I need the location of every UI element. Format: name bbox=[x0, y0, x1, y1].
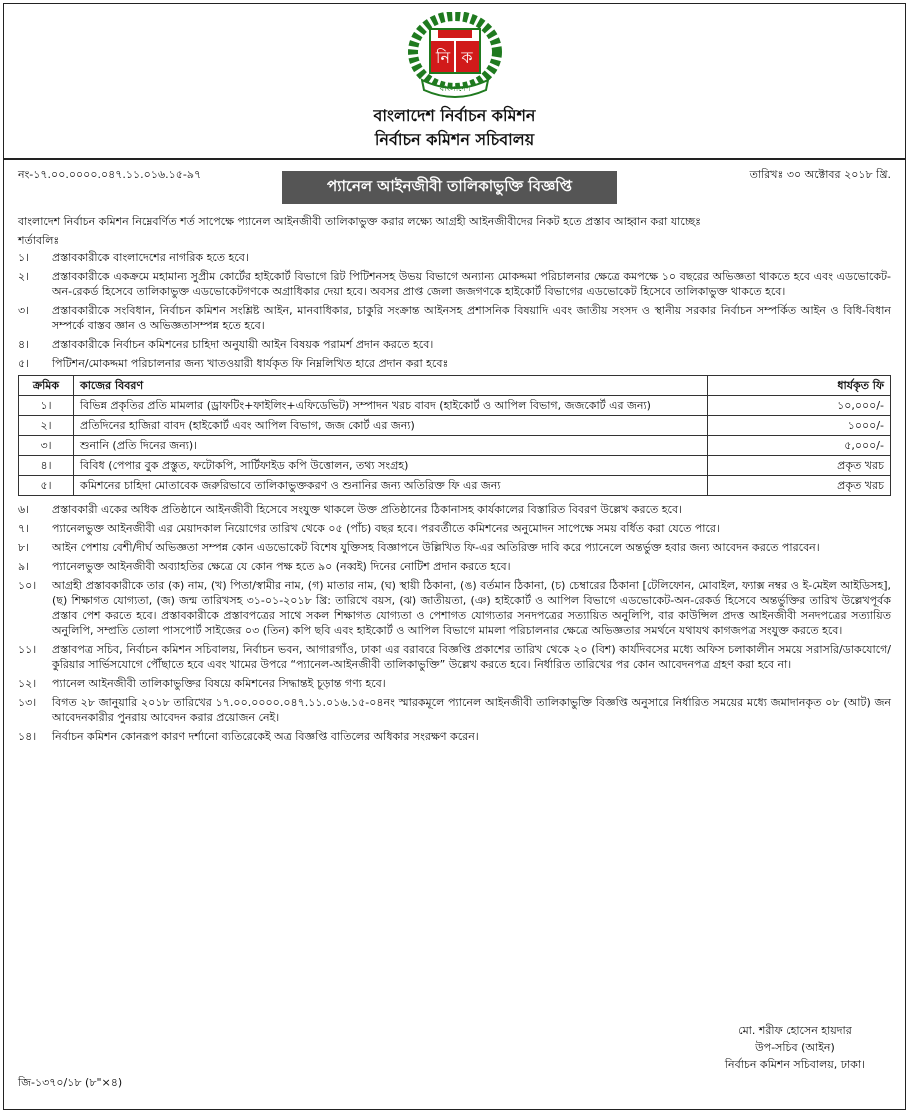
col-description: কাজের বিবরণ bbox=[74, 376, 708, 396]
condition-text: প্রস্তাবকারীকে একক্রমে মহামান্য সুপ্রীম কোর্টের হাইকোর্ট বিভাগে রিট পিটিশনসহ উভয় বিভাগে অন্যান্য মোকদ্দমা পরিচালনার ক্ষেত্রে কমপক্ষে ১০ বছরের অভিজ্ঞতা থাকতে হবে এবং এডভোকেট-অন-রেকর্ড হিসেবে তালিকাভুক্ত এডভোকেটগণকে অগ্রাধিকার দেয়া হবে। অবসর প্রাপ্ত জেলা জজগণকে হাইকোর্ট বিভাগের এডভোকেট হিসেবে তালিকাভুক্ত থাকতে হবে। bbox=[52, 270, 891, 298]
condition-text: পিটিশন/মোকদ্দমা পরিচালনার জন্য খাতওয়ারী ধার্যকৃত ফি নিম্নলিখিত হারে প্রদান করা হবেঃ bbox=[52, 357, 449, 370]
condition-text: আইন পেশায় বেশী/দীর্ঘ অভিজ্ঞতা সম্পন্ন কোন এডভোকেট বিশেষ যুক্তিসহ বিজ্ঞাপনে উল্লিখিত ফি-এর অতিরিক্ত দাবি করে প্যানেলে অন্তর্ভুক্ত হবার জন্য আবেদন করতে পারবেন। bbox=[52, 541, 820, 554]
condition-item bbox=[18, 521, 891, 536]
org-name: বাংলাদেশ নির্বাচন কমিশন bbox=[373, 106, 536, 125]
condition-item bbox=[18, 540, 891, 555]
condition-item bbox=[18, 676, 891, 691]
col-serial: ক্রমিক bbox=[19, 376, 74, 396]
fee-description: শুনানি (প্রতি দিনের জন্য)। bbox=[74, 436, 708, 456]
condition-item bbox=[18, 642, 891, 672]
fee-amount: ১০,০০০/- bbox=[708, 396, 891, 416]
condition-text: প্রস্তাবপত্র সচিব, নির্বাচন কমিশন সচিবালয়, নির্বাচন ভবন, আগারগাঁও, ঢাকা এর বরাবরে বিজ্ঞপ্তি প্রকাশের তারিখ থেকে ২০ (বিশ) কার্যদিবসের মধ্যে অফিস চলাকালীন সময়ে সরাসরি/ডাকযোগে/কুরিয়ার সার্ভিসযোগে পৌঁছাতে হবে এবং খামের উপরে “প্যানেল-আইনজীবী তালিকাভুক্তি” উল্লেখ করতে হবে। নির্ধারিত তারিখের পর কোন আবেদনপত্র গ্রহণ করা হবে না। bbox=[52, 643, 891, 671]
condition-text: নির্বাচন কমিশন কোনরূপ কারণ দর্শানো ব্যতিরেকেই অত্র বিজ্ঞপ্তি বাতিলের অধিকার সংরক্ষণ করেন। bbox=[52, 730, 479, 743]
condition-text: প্রস্তাবকারীকে নির্বাচন কমিশনের চাহিদা অনুযায়ী আইন বিষয়ক পরামর্শ প্রদান করতে হবে। bbox=[52, 338, 434, 351]
fee-serial: ৪। bbox=[19, 456, 74, 476]
header bbox=[4, 4, 905, 150]
condition-text: বিগত ২৮ জানুয়ারি ২০১৮ তারিখের ১৭.০০.০০০০.০৪৭.১১.০১৬.১৫-০৪নং স্মারকমূলে প্যানেল আইনজীবী তালিকাভুক্তি বিজ্ঞপ্তি অনুসারে নির্ধারিত সময়ের মধ্যে জমাদানকৃত ০৮ (আট) জন আবেদনকারীর পুনরায় আবেদন করার প্রয়োজন নেই। bbox=[52, 696, 891, 724]
condition-text: প্রস্তাবকারীকে সংবিধান, নির্বাচন কমিশন সংশ্লিষ্ট আইন, মানবাধিকার, চাকুরি সংক্রান্ত আইনসহ প্রশাসনিক বিষয়াদি এবং জাতীয় সংসদ ও স্থানীয় সরকার নির্বাচন সম্পর্কিত আইন ও বিধি-বিধান সম্পর্কে বাস্তব জ্ঞান ও অভিজ্ঞতাসম্পন্ন হতে হবে। bbox=[52, 304, 891, 332]
condition-item bbox=[18, 502, 891, 517]
condition-text: প্যানেলভুক্ত আইনজীবী এর মেয়াদকাল নিয়োগের তারিখ থেকে ০৫ (পাঁচ) বছর হবে। পরবর্তীতে কমিশনের অনুমোদন সাপেক্ষে সময় বর্ধিত করা যেতে পারে। bbox=[52, 522, 720, 535]
condition-item bbox=[18, 559, 891, 574]
signature-block bbox=[725, 1022, 865, 1073]
condition-item bbox=[18, 250, 891, 265]
fee-amount: প্রকৃত খরচ bbox=[708, 476, 891, 496]
memo-number: নং-১৭.০০.০০০০.০৪৭.১১.০১৬.১৫-৯৭ bbox=[18, 168, 202, 181]
signatory-name: মো. শরীফ হোসেন হায়দার bbox=[738, 1024, 852, 1037]
condition-item bbox=[18, 729, 891, 744]
condition-text: প্রস্তাবকারী একের অধিক প্রতিষ্ঠানে আইনজীবী হিসেবে সংযুক্ত থাকলে উক্ত প্রতিষ্ঠানের ঠিকানাসহ কার্যকালের বিস্তারিত বিবরণ উল্লেখ করতে হবে। bbox=[52, 503, 683, 516]
org-secretariat: নির্বাচন কমিশন সচিবালয় bbox=[374, 130, 535, 149]
condition-number: ১। bbox=[18, 251, 30, 264]
conditions-label: শর্তাবলিঃ bbox=[18, 234, 60, 247]
fee-table bbox=[18, 375, 891, 496]
condition-number: ৩। bbox=[18, 304, 30, 317]
fee-serial: ২। bbox=[19, 416, 74, 436]
condition-item bbox=[18, 337, 891, 352]
condition-item bbox=[18, 695, 891, 725]
election-commission-logo bbox=[400, 12, 510, 102]
condition-item bbox=[18, 356, 891, 371]
reference-row bbox=[4, 160, 905, 210]
fee-amount: ৫,০০০/- bbox=[708, 436, 891, 456]
condition-text: প্রস্তাবকারীকে বাংলাদেশের নাগরিক হতে হবে। bbox=[52, 251, 249, 264]
fee-serial: ৩। bbox=[19, 436, 74, 456]
fee-amount: ১০০০/- bbox=[708, 416, 891, 436]
signatory-office: নির্বাচন কমিশন সচিবালয়, ঢাকা। bbox=[724, 1058, 865, 1071]
fee-description: বিভিন্ন প্রকৃতির প্রতি মামলার (ড্রাফটিং+ফাইলিং+এফিডেভিট) সম্পাদন খরচ বাবদ (হাইকোর্ট ও আপিল বিভাগ, জজকোর্ট এর জন্য) bbox=[74, 396, 708, 416]
condition-text: প্যানেলভুক্ত আইনজীবী অব্যাহতির ক্ষেত্রে যে কোন পক্ষ হতে ৯০ (নব্বই) দিনের নোটিশ প্রদান করতে হবে। bbox=[52, 560, 511, 573]
condition-number: ৫। bbox=[18, 357, 30, 370]
fee-serial: ১। bbox=[19, 396, 74, 416]
condition-number: ৯। bbox=[18, 560, 30, 573]
condition-number: ১০। bbox=[18, 579, 37, 592]
col-fee: ধার্যকৃত ফি bbox=[708, 376, 891, 396]
condition-number: ২। bbox=[18, 270, 30, 283]
notice-date: তারিখঃ ৩০ অক্টোবর ২০১৮ খ্রি. bbox=[749, 168, 891, 181]
print-code: জি-১৩৭০/১৮ (৮"×৪) bbox=[18, 1076, 123, 1089]
fee-amount: প্রকৃত খরচ bbox=[708, 456, 891, 476]
conditions-list-b bbox=[4, 502, 905, 744]
logo-letter-left: নি bbox=[435, 48, 450, 67]
notice-page bbox=[3, 3, 906, 1110]
condition-number: ৭। bbox=[18, 522, 30, 535]
fee-row bbox=[19, 416, 891, 436]
fee-row bbox=[19, 436, 891, 456]
condition-number: ৬। bbox=[18, 503, 30, 516]
logo-letter-right: ক bbox=[460, 48, 473, 67]
condition-number: ১২। bbox=[18, 677, 37, 690]
fee-description: কমিশনের চাহিদা মোতাবেক জরুরিভাবে তালিকাভুক্তকরণ ও শুনানির জন্য অতিরিক্ত ফি এর জন্য bbox=[74, 476, 708, 496]
condition-number: ৪। bbox=[18, 338, 30, 351]
condition-text: আগ্রহী প্রস্তাবকারীকে তার (ক) নাম, (খ) পিতা/স্বামীর নাম, (গ) মাতার নাম, (ঘ) স্থায়ী ঠিকানা, (ঙ) বর্তমান ঠিকানা, (চ) চেম্বারের ঠিকানা [টেলিফোন, মোবাইল, ফ্যাক্স নম্বর ও ই-মেইল আইডিসহ], (ছ) শিক্ষাগত যোগ্যতা, (জ) জন্ম তারিখসহ ৩১-০১-২০১৮ খ্রি: তারিখে বয়স, (ঝ) জাতীয়তা, (ঞ) হাইকোর্ট ও আপিল বিভাগে এডভোকেট-অন-রেকর্ড হিসেবে অন্তর্ভুক্তির তারিখ উল্লেখপূর্বক প্রস্তাব পেশ করতে হবে। প্রস্তাবকারীকে প্রস্তাবপত্রের সাথে সকল শিক্ষাগত যোগ্যতা ও পেশাগত যোগ্যতার সনদপত্রের সত্যায়িত অনুলিপি, বার কাউন্সিল প্রদত্ত আইনজীবী সনদপত্রের সত্যায়িত অনুলিপি, সম্প্রতি তোলা পাসপোর্ট সাইজের ০৩ (তিন) কপি ছবি এবং হাইকোর্ট ও আপিল বিভাগে মামলা পরিচালনার ক্ষেত্রে অভিজ্ঞতার সমর্থনে যথাযথ কাগজপত্র সংযুক্ত করতে হবে। bbox=[52, 579, 891, 637]
condition-number: ১১। bbox=[18, 643, 37, 656]
fee-description: প্রতিদিনের হাজিরা বাবদ (হাইকোর্ট এবং আপিল বিভাগ, জজ কোর্ট এর জন্য) bbox=[74, 416, 708, 436]
notice-title: প্যানেল আইনজীবী তালিকাভুক্তি বিজ্ঞপ্তি bbox=[282, 171, 617, 204]
condition-number: ১৩। bbox=[18, 696, 37, 709]
condition-item bbox=[18, 303, 891, 333]
fee-row bbox=[19, 456, 891, 476]
condition-item bbox=[18, 578, 891, 638]
intro-paragraph: বাংলাদেশ নির্বাচন কমিশন নিম্নেবর্ণিত শর্ত সাপেক্ষে প্যানেল আইনজীবী তালিকাভুক্ত করার লক্ষ্যে আগ্রহী আইনজীবীদের নিকট হতে প্রস্তাব আহ্বান করা যাচ্ছেঃ bbox=[18, 215, 702, 228]
logo-banner-text: বাংলাদেশ bbox=[439, 84, 470, 93]
fee-row bbox=[19, 476, 891, 496]
conditions-list-a bbox=[4, 250, 905, 371]
condition-number: ১৪। bbox=[18, 730, 37, 743]
condition-text: প্যানেল আইনজীবী তালিকাভুক্তির বিষয়ে কমিশনের সিদ্ধান্তই চূড়ান্ত গণ্য হবে। bbox=[52, 677, 386, 690]
fee-serial: ৫। bbox=[19, 476, 74, 496]
fee-table-header bbox=[19, 376, 891, 396]
condition-number: ৮। bbox=[18, 541, 30, 554]
fee-row bbox=[19, 396, 891, 416]
condition-item bbox=[18, 269, 891, 299]
signatory-designation: উপ-সচিব (আইন) bbox=[755, 1041, 835, 1054]
fee-description: বিবিধ (পেপার বুক প্রস্তুত, ফটোকপি, সার্টিফাইড কপি উত্তোলন, তথ্য সংগ্রহ) bbox=[74, 456, 708, 476]
